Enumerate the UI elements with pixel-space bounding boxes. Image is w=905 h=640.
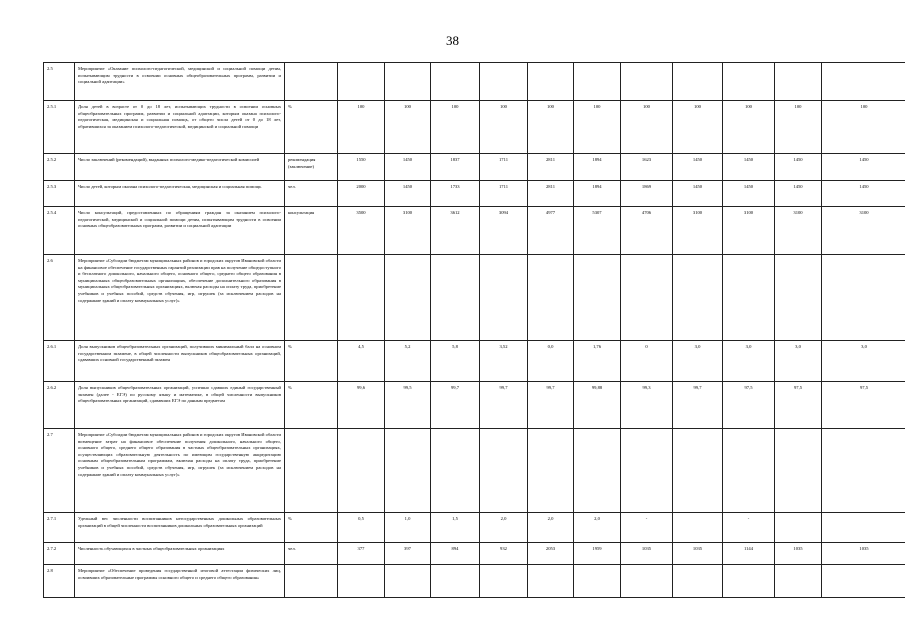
value-cell: 397: [385, 543, 431, 565]
row-unit: чел.: [285, 181, 338, 207]
row-description: Число заключений (рекомендаций), выданных психолого-медико-педагогической комиссией: [75, 154, 285, 181]
value-cell: 99,6: [338, 382, 385, 429]
table-row: [44, 207, 905, 255]
value-cell: 1450: [385, 181, 431, 207]
value-cell: 100: [723, 101, 775, 154]
value-cell: [673, 513, 723, 543]
value-cell: 100: [431, 101, 480, 154]
value-cell: 1450: [673, 154, 723, 181]
row-code: 2.8: [44, 565, 75, 598]
value-cell: [574, 63, 621, 101]
row-unit: рекомендация (заключение): [285, 154, 338, 181]
value-cell: [723, 255, 775, 341]
row-code: 2.7.2: [44, 543, 75, 565]
row-unit: [285, 429, 338, 513]
value-cell: [431, 565, 480, 598]
value-cell: 1,0: [385, 513, 431, 543]
row-code: 2.5: [44, 63, 75, 101]
row-unit: [285, 63, 338, 101]
value-cell: [385, 565, 431, 598]
value-cell: [673, 63, 723, 101]
value-cell: [528, 565, 574, 598]
row-code: 2.5.1: [44, 101, 75, 154]
value-cell: 3500: [338, 207, 385, 255]
value-cell: [480, 255, 528, 341]
indicators-table: [43, 62, 905, 598]
value-cell: 0,5: [338, 513, 385, 543]
value-cell: [431, 63, 480, 101]
value-cell: 100: [385, 101, 431, 154]
value-cell: 3094: [480, 207, 528, 255]
value-cell: 3100: [385, 207, 431, 255]
value-cell: 1035: [775, 543, 822, 565]
value-cell: [338, 63, 385, 101]
value-cell: [574, 565, 621, 598]
row-code: 2.5.2: [44, 154, 75, 181]
value-cell: [621, 63, 673, 101]
value-cell: [673, 429, 723, 513]
value-cell: 2811: [528, 181, 574, 207]
value-cell: -: [621, 513, 673, 543]
value-cell: 3100: [723, 207, 775, 255]
value-cell: [574, 429, 621, 513]
table-row: [44, 341, 905, 382]
value-cell: [385, 255, 431, 341]
row-unit: [285, 565, 338, 598]
value-cell: [528, 63, 574, 101]
table-row: [44, 543, 905, 565]
row-code: 2.6: [44, 255, 75, 341]
value-cell: [574, 255, 621, 341]
value-cell: 5,8: [431, 341, 480, 382]
row-code: 2.5.3: [44, 181, 75, 207]
row-code: 2.5.4: [44, 207, 75, 255]
value-cell: 1035: [822, 543, 905, 565]
value-cell: -: [723, 513, 775, 543]
row-description: Мероприятие «Субсидии бюджетам муниципальных районов и городских округов Ивановской области на финансовое обеспечение государственных гарантий реализации прав на получение общедоступного и бесплатного дошкольного, начального общего, основного общего, среднего общего образования в муниципальных общеобразовательных организациях, обеспечение дополнительного образования в муниципальных общеобразовательных организациях, включая расходы на оплату труда, приобретение учебников и учебных пособий, средств обучения, игр, игрушек (за исключением расходов на содержание зданий и оплату коммунальных услуг)»: [75, 255, 285, 341]
value-cell: 1894: [574, 154, 621, 181]
value-cell: 3,0: [775, 341, 822, 382]
table-row: [44, 154, 905, 181]
row-description: Удельный вес численности воспитанников негосударственных дошкольных образовательных организаций в общей численности воспитанников дошкольных образовательных организаций: [75, 513, 285, 543]
row-code: 2.6.2: [44, 382, 75, 429]
row-description: Мероприятие «Субсидии бюджетам муниципальных районов и городских округов Ивановской области возмещение затрат на финансовое обеспечение получения дошкольного, начального общего, основного общего, среднего общего образования в частных общеобразовательных организациях, осуществляющих образовательную деятельность по имеющим государственную аккредитацию основным общеобразовательным программам, включая расходы на оплату труда, приобретение учебников и учебных пособий, средств обучения, игр, игрушек (за исключением расходов на содержание зданий и оплату коммунальных услуг)»: [75, 429, 285, 513]
value-cell: 1450: [673, 181, 723, 207]
value-cell: 99,7: [431, 382, 480, 429]
row-code: 2.7.1: [44, 513, 75, 543]
row-description: Мероприятие «Обеспечение проведения государственной итоговой аттестации физических лиц, освоивших образовательные программы основного общего и среднего общего образования»: [75, 565, 285, 598]
table-row: [44, 63, 905, 101]
value-cell: 99,88: [574, 382, 621, 429]
value-cell: 100: [338, 101, 385, 154]
value-cell: [822, 429, 905, 513]
value-cell: [621, 255, 673, 341]
value-cell: 99,7: [528, 382, 574, 429]
row-unit: чел.: [285, 543, 338, 565]
row-code: 2.7: [44, 429, 75, 513]
value-cell: 2,0: [528, 513, 574, 543]
value-cell: [775, 565, 822, 598]
value-cell: 0,0: [528, 341, 574, 382]
value-cell: [338, 255, 385, 341]
value-cell: 99,7: [673, 382, 723, 429]
value-cell: 3100: [673, 207, 723, 255]
value-cell: [822, 565, 905, 598]
value-cell: 99,7: [480, 382, 528, 429]
value-cell: 1711: [480, 181, 528, 207]
row-unit: [285, 255, 338, 341]
value-cell: 1450: [723, 154, 775, 181]
value-cell: 1035: [621, 543, 673, 565]
value-cell: 2,0: [574, 513, 621, 543]
value-cell: 3100: [775, 207, 822, 255]
value-cell: [723, 429, 775, 513]
value-cell: 99,3: [621, 382, 673, 429]
value-cell: [431, 255, 480, 341]
value-cell: 3,0: [723, 341, 775, 382]
value-cell: 0: [621, 341, 673, 382]
value-cell: 100: [480, 101, 528, 154]
value-cell: 100: [775, 101, 822, 154]
value-cell: [480, 565, 528, 598]
row-unit: %: [285, 101, 338, 154]
value-cell: [528, 255, 574, 341]
value-cell: 3,52: [480, 341, 528, 382]
value-cell: [621, 565, 673, 598]
value-cell: 1450: [822, 181, 905, 207]
value-cell: 4,5: [338, 341, 385, 382]
table-row: [44, 565, 905, 598]
value-cell: 2,0: [480, 513, 528, 543]
value-cell: 3,0: [673, 341, 723, 382]
value-cell: [775, 429, 822, 513]
value-cell: 1894: [574, 181, 621, 207]
value-cell: 1869: [621, 181, 673, 207]
value-cell: [822, 63, 905, 101]
value-cell: [723, 63, 775, 101]
value-cell: 1733: [431, 181, 480, 207]
value-cell: [775, 63, 822, 101]
value-cell: 932: [480, 543, 528, 565]
value-cell: 2053: [528, 543, 574, 565]
value-cell: 5307: [574, 207, 621, 255]
value-cell: 1450: [385, 154, 431, 181]
value-cell: 97,5: [822, 382, 905, 429]
value-cell: [775, 255, 822, 341]
value-cell: 99,5: [385, 382, 431, 429]
row-unit: консультация: [285, 207, 338, 255]
value-cell: [385, 63, 431, 101]
value-cell: 1,76: [574, 341, 621, 382]
value-cell: [480, 429, 528, 513]
value-cell: 100: [621, 101, 673, 154]
value-cell: [385, 429, 431, 513]
value-cell: [480, 63, 528, 101]
value-cell: [431, 429, 480, 513]
value-cell: 377: [338, 543, 385, 565]
row-description: Доля выпускников общеобразовательных организаций, успешно сдавших единый государственный экзамен (далее - ЕГЭ) по русскому языку и математике, в общей численности выпускников общеобразовательных организаций, сдававших ЕГЭ по данным предметам: [75, 382, 285, 429]
row-unit: %: [285, 341, 338, 382]
value-cell: 2000: [338, 181, 385, 207]
value-cell: 1450: [775, 154, 822, 181]
value-cell: 3612: [431, 207, 480, 255]
value-cell: 1450: [822, 154, 905, 181]
value-cell: [338, 565, 385, 598]
value-cell: 1711: [480, 154, 528, 181]
value-cell: 100: [673, 101, 723, 154]
value-cell: [723, 565, 775, 598]
row-unit: %: [285, 513, 338, 543]
value-cell: 1144: [723, 543, 775, 565]
value-cell: 1623: [621, 154, 673, 181]
value-cell: 1,5: [431, 513, 480, 543]
row-description: Доля детей в возрасте от 0 до 18 лет, испытывающих трудности в освоении основных общеобразовательных программ, развитии и социальной адаптации, которым оказана психолого-педагогическая, медицинская и социальная помощь, от общего числа детей от 0 до 18 лет, обратившихся за оказанием психолого-педагогической, медицинской и социальной помощи: [75, 101, 285, 154]
value-cell: [822, 255, 905, 341]
row-description: Мероприятие «Оказание психолого-педагогической, медицинской и социальной помощи детям, испытывающим трудности в освоении основных общеобразовательных программ, развитии и социальной адаптации»: [75, 63, 285, 101]
value-cell: 1035: [673, 543, 723, 565]
value-cell: [338, 429, 385, 513]
value-cell: 4706: [621, 207, 673, 255]
value-cell: 3,0: [822, 341, 905, 382]
value-cell: 1837: [431, 154, 480, 181]
value-cell: [775, 513, 822, 543]
row-description: Число детей, которым оказана психолого-педагогическая, медицинская и социальная помощь: [75, 181, 285, 207]
value-cell: [673, 255, 723, 341]
row-description: Численность обучающихся в частных общеобразовательных организациях: [75, 543, 285, 565]
value-cell: 4977: [528, 207, 574, 255]
value-cell: 1450: [775, 181, 822, 207]
table-row: [44, 181, 905, 207]
value-cell: 97,5: [775, 382, 822, 429]
row-unit: %: [285, 382, 338, 429]
value-cell: [673, 565, 723, 598]
table-row: [44, 255, 905, 341]
value-cell: [528, 429, 574, 513]
value-cell: [822, 513, 905, 543]
page-number: 38: [446, 33, 459, 48]
value-cell: 894: [431, 543, 480, 565]
table-row: [44, 513, 905, 543]
value-cell: 1959: [574, 543, 621, 565]
value-cell: 5,2: [385, 341, 431, 382]
table-row: [44, 101, 905, 154]
value-cell: 2811: [528, 154, 574, 181]
value-cell: 1450: [723, 181, 775, 207]
value-cell: 100: [822, 101, 905, 154]
table-row: [44, 382, 905, 429]
table-row: [44, 429, 905, 513]
row-code: 2.6.1: [44, 341, 75, 382]
row-description: Доля выпускников общеобразовательных организаций, получивших минимальный балл на основном государственном экзамене, в общей численности выпускников общеобразовательных организаций, сдававших основной государственный экзамен: [75, 341, 285, 382]
value-cell: 1550: [338, 154, 385, 181]
value-cell: 97,5: [723, 382, 775, 429]
value-cell: 100: [574, 101, 621, 154]
row-description: Число консультаций, предоставленных по обращениям граждан за оказанием психолого-педагогической, медицинской и социальной помощи детям, испытывающим трудности в освоении основных общеобразовательных программ, развитии и социальной адаптации: [75, 207, 285, 255]
value-cell: 3100: [822, 207, 905, 255]
value-cell: [621, 429, 673, 513]
value-cell: 100: [528, 101, 574, 154]
